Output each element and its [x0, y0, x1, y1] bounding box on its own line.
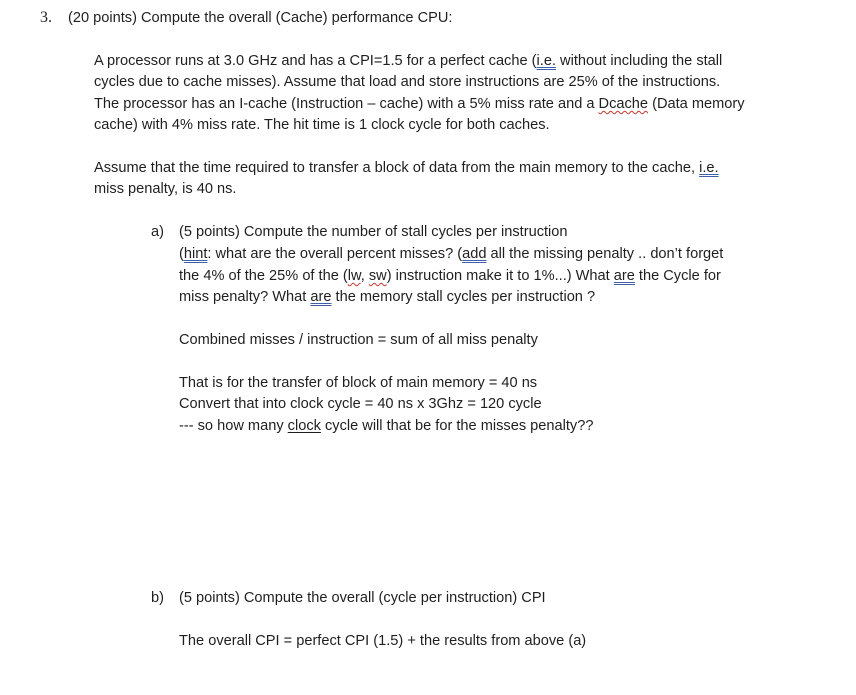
part-a-text: --- so how many — [179, 418, 288, 434]
transfer-line: That is for the transfer of block of main memory = 40 ns — [179, 375, 538, 391]
grammar-flag-ie: i.e. — [699, 160, 719, 176]
part-a-text: cycle will that be for the misses penalty?? — [320, 418, 594, 434]
intro-text: The processor has an I-cache (Instruction – cache) with a 5% miss rate and a — [94, 96, 599, 112]
part-a-line-3 — [179, 266, 721, 286]
part-a-text: all the missing penalty .. don’t forget — [486, 246, 724, 262]
overall-cpi-line: The overall CPI = perfect CPI (1.5) + the results from above (a) — [179, 633, 587, 649]
convert-line: Convert that into clock cycle = 40 ns x 3Ghz = 120 cycle — [179, 396, 542, 412]
intro-line-1 — [94, 51, 722, 71]
spelling-flag-lw: lw — [347, 268, 361, 284]
part-a-line-4 — [179, 287, 595, 307]
assume-line-1 — [94, 158, 719, 178]
assume-text: Assume that the time required to transfer a block of data from the main memory to the cache, — [94, 160, 700, 176]
part-a-text: the 4% of the 25% of the ( — [179, 268, 348, 284]
combined-misses-line: Combined misses / instruction = sum of all miss penalty — [179, 332, 538, 348]
question-number: 3. — [40, 9, 52, 26]
part-a-text: , — [360, 268, 369, 284]
underlined-clock: clock — [287, 418, 321, 434]
intro-line-2: cycles due to cache misses). Assume that load and store instructions are 25% of the instructions. — [94, 74, 721, 90]
intro-text: without including the stall — [555, 53, 723, 69]
intro-line-4: cache) with 4% miss rate. The hit time is 1 clock cycle for both caches. — [94, 117, 550, 133]
assume-line-2: miss penalty, is 40 ns. — [94, 181, 237, 197]
grammar-flag-ie: i.e. — [536, 53, 556, 69]
part-a-text: miss penalty? What — [179, 289, 311, 305]
part-a-text: the Cycle for — [634, 268, 721, 284]
question-line — [179, 416, 593, 436]
spelling-flag-sw: sw — [368, 268, 387, 284]
grammar-flag-are: are — [310, 289, 332, 305]
part-a-line-2 — [179, 244, 723, 264]
part-b-line-1: (5 points) Compute the overall (cycle per instruction) CPI — [179, 590, 546, 606]
spelling-flag-dcache: Dcache — [598, 96, 649, 112]
grammar-flag-are: are — [613, 268, 635, 284]
part-a-text: : what are the overall percent misses? ( — [207, 246, 463, 262]
part-a-line-1: (5 points) Compute the number of stall cycles per instruction — [179, 224, 568, 240]
grammar-flag-add: add — [462, 246, 487, 262]
intro-text: A processor runs at 3.0 GHz and has a CPI=1.5 for a perfect cache ( — [94, 53, 537, 69]
part-a-text: ) instruction make it to 1%...) What — [386, 268, 614, 284]
question-title: (20 points) Compute the overall (Cache) performance CPU: — [68, 10, 453, 26]
intro-line-3 — [94, 94, 745, 114]
intro-text: (Data memory — [648, 96, 745, 112]
part-a-text: ( — [179, 246, 184, 262]
part-b-label: b) — [151, 590, 164, 606]
part-a-text: the memory stall cycles per instruction ? — [331, 289, 596, 305]
grammar-flag-hint: hint — [183, 246, 208, 262]
part-a-label: a) — [151, 224, 164, 240]
